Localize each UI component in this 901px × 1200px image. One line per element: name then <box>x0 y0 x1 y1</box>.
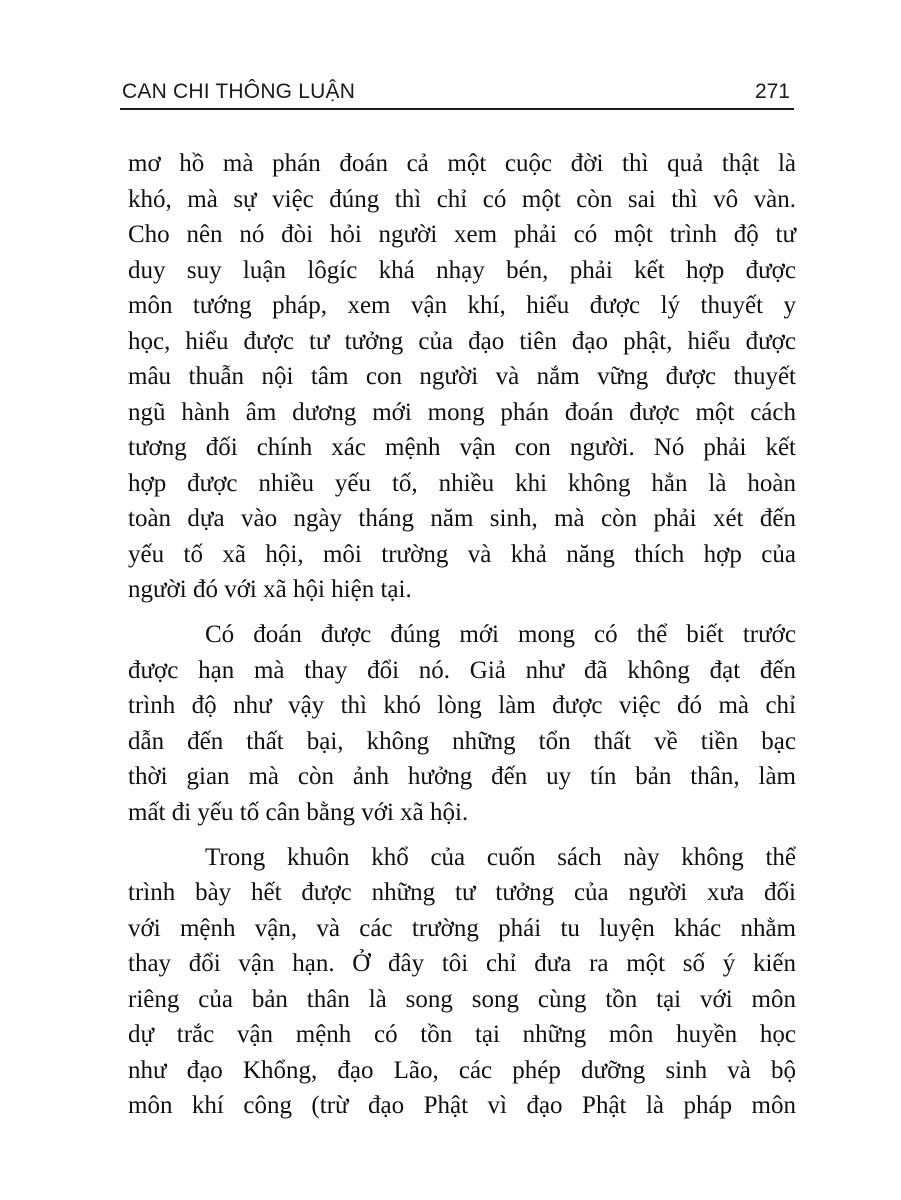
text-line: duy suy luận lôgíc khá nhạy bén, phải kết hợp được <box>128 256 796 284</box>
text-line: như đạo Khổng, đạo Lão, các phép dưỡng sinh và bộ <box>128 1056 796 1084</box>
text-line: ngũ hành âm dương mới mong phán đoán được một cách <box>128 398 796 426</box>
body-text <box>128 146 796 1133</box>
text-line: toàn dựa vào ngày tháng năm sinh, mà còn phải xét đến <box>128 505 796 532</box>
text-line: môn khí công (trừ đạo Phật vì đạo Phật là pháp môn <box>128 1092 796 1119</box>
text-line: thời gian mà còn ảnh hưởng đến uy tín bản thân, làm <box>128 763 796 790</box>
paragraph-3 <box>128 840 796 1124</box>
text-line: Có đoán được đúng mới mong có thể biết trước <box>205 621 796 648</box>
text-line: mơ hồ mà phán đoán cả một cuộc đời thì quả thật là <box>128 150 796 177</box>
paragraph-2 <box>128 617 796 830</box>
text-line: yếu tố xã hội, môi trường và khả năng thích hợp của <box>128 540 796 568</box>
text-line: trình bày hết được những tư tưởng của người xưa đối <box>128 879 796 906</box>
text-line: dẫn đến thất bại, không những tổn thất về tiền bạc <box>128 727 796 755</box>
text-line: dự trắc vận mệnh có tồn tại những môn huyền học <box>128 1021 796 1048</box>
text-line: thay đổi vận hạn. Ở đây tôi chỉ đưa ra một số ý kiến <box>128 950 796 977</box>
text-line: trình độ như vậy thì khó lòng làm được việc đó mà chỉ <box>128 692 796 719</box>
text-line: khó, mà sự việc đúng thì chỉ có một còn sai thì vô vàn. <box>128 185 796 213</box>
page-header <box>120 78 794 110</box>
text-line: Cho nên nó đòi hỏi người xem phải có một trình độ tư <box>128 221 796 248</box>
text-line: mất đi yếu tố cân bằng với xã hội. <box>128 798 469 826</box>
text-line: học, hiểu được tư tưởng của đạo tiên đạo phật, hiểu được <box>128 327 796 355</box>
running-title: CAN CHI THÔNG LUẬN <box>122 80 356 103</box>
page-number: 271 <box>754 80 790 103</box>
text-line: riêng của bản thân là song song cùng tồn tại với môn <box>128 985 796 1013</box>
paragraph-1 <box>128 146 796 608</box>
text-line: mâu thuẫn nội tâm con người và nắm vững được thuyết <box>128 363 796 390</box>
text-line: người đó với xã hội hiện tại. <box>128 576 412 603</box>
text-line: tương đối chính xác mệnh vận con người. Nó phải kết <box>128 434 796 461</box>
text-line: môn tướng pháp, xem vận khí, hiểu được lý thuyết y <box>128 292 796 319</box>
text-line: hợp được nhiều yếu tố, nhiều khi không hẳn là hoàn <box>128 469 796 497</box>
text-line: với mệnh vận, và các trường phái tu luyện khác nhằm <box>128 914 796 942</box>
text-line: Trong khuôn khổ của cuốn sách này không thể <box>205 843 796 871</box>
text-line: được hạn mà thay đổi nó. Giả như đã không đạt đến <box>128 656 796 684</box>
